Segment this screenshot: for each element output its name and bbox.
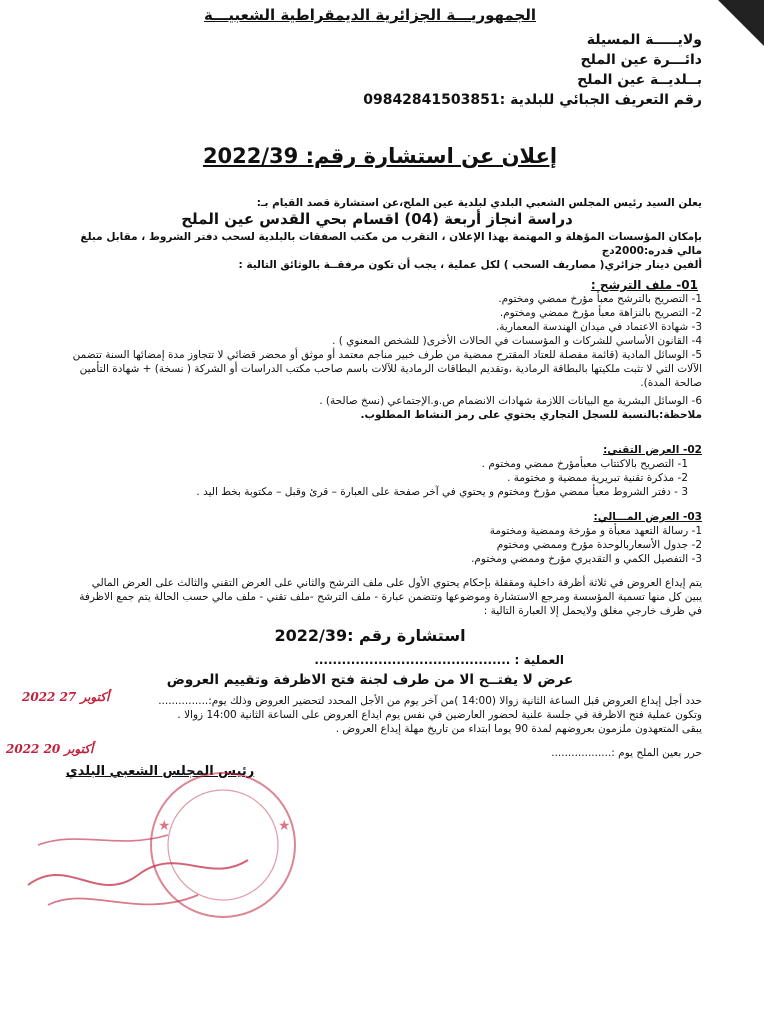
- list-item: 3- شهادة الاعتماد في ميدان الهندسة المعمارية.: [495, 321, 702, 333]
- intro-withdraw-line: بإمكان المؤسسات المؤهلة و المهتمة بهذا الإعلان ، التقرب من مكتب الصفقات بالبلدية لسحب دفتر الشروط ، مقابل مبلغ مالي قدره:2000دج: [80, 231, 702, 257]
- list-item: 1- التصريح بالترشح معبأ مؤرخ ممضي ومختوم.: [498, 293, 702, 305]
- wilaya-line: ولايـــــة المسيلة: [586, 32, 702, 48]
- section-candidacy: [52, 278, 702, 422]
- intro-attachments-line: ألفين دينار جزائري( مصاريف السحب ) لكل عملية ، يجب أن تكون مرفقــة بالوثائق التالية :: [238, 259, 702, 271]
- deadline-block: [52, 694, 702, 736]
- list-item: 2- مذكرة تقنية تبريرية ممضية و مختومة .: [507, 472, 688, 484]
- deadline-line: [52, 694, 702, 708]
- operation-line: العملية : ...........................................: [314, 653, 564, 667]
- deadline-date-handwritten: 2022 أكتوبر 27: [22, 690, 110, 704]
- list-item: 2- جدول الأسعاربالوحدة مؤرخ وممضي ومختوم: [496, 539, 702, 551]
- stamp-outer-ring: [151, 773, 295, 917]
- section-title: 02- العرض التقني:: [603, 444, 702, 456]
- intro-line: يعلن السيد رئيس المجلس الشعبي البلدي لبلدية عين الملح،عن استشارة قصد القيام بـ:: [256, 197, 702, 209]
- warning-line: عرض لا يفتــح الا من طرف لجنة فتح الاظرفة وتقييم العروض: [166, 672, 574, 688]
- list-item: 4- القانون الأساسي للشركات و المؤسسات في الحالات الأخرى( للشخص المعنوي ) .: [332, 335, 702, 347]
- list-item: 3- التفصيل الكمي و التقديري مؤرخ وممضي ومختوم.: [471, 553, 702, 565]
- note-line: ملاحظة:بالنسبة للسجل التجاري يحتوي على رمز النشاط المطلوب.: [360, 409, 702, 421]
- list-item: 2- التصريح بالنزاهة معبأ مؤرخ ممضي ومختوم.: [499, 307, 702, 319]
- stamp-star: ★: [278, 818, 291, 834]
- consultation-title: استشارة رقم :2022/39: [274, 626, 466, 645]
- project-title: دراسة انجاز أربعة (04) اقسام بحي القدس عين الملح: [181, 210, 573, 228]
- announcement-title: إعلان عن استشارة رقم: 2022/39: [202, 144, 558, 168]
- signature-stroke: [28, 860, 248, 885]
- written-date-handwritten: 2022 أكتوبر 20: [6, 742, 94, 756]
- list-item: 5- الوسائل المادية (قائمة مفصلة للعتاد المقترح ممضية من طرف خبير مناجم معتمد أو موثق أو محضر قضائي لا تتجاوز مدة إمضائها السنة تتضمن: [72, 349, 702, 361]
- intro-block: [52, 196, 702, 272]
- list-item: 6- الوسائل البشرية مع البيانات اللازمة شهادات الانضمام ص.و.الإجتماعي (نسخ صالحة) .: [319, 395, 702, 407]
- signature-stroke: [38, 835, 168, 845]
- list-item: 1- التصريح بالاكتتاب معبأمؤرخ ممضي ومختوم .: [481, 458, 688, 470]
- paragraph-line: يبين كل منها تسمية المؤسسة ومرجع الاستشارة وموضوعها وتتضمن عبارة - ملف الترشح -ملف تقني - ملف مالي حسب الحالة يتم جمع الاظرفة: [79, 591, 702, 603]
- section-technical: [52, 443, 702, 499]
- stamp-star: ★: [158, 818, 171, 834]
- list-item: 3 - دفتر الشروط معبأ ممضي مؤرخ ومختوم و يحتوي في آخر صفحة على العبارة – قرئ وقبل – مكتوبة بخط اليد .: [196, 486, 688, 498]
- signer-title: رئيس المجلس الشعبي البلدي: [65, 764, 255, 779]
- admin-block: [322, 30, 702, 110]
- list-item: الآلات التي لا تثبت ملكيتها بالبطاقة الرمادية ،وتقديم البطاقات الرمادية للآلات باسم صاحب مكتب الدراسات أو الشركة ( نسخة) + شهادة التأمين: [79, 363, 702, 375]
- daira-line: دائـــرة عين الملح: [580, 52, 702, 68]
- envelopes-paragraph: [52, 576, 702, 618]
- list-item: صالحة المدة).: [640, 377, 702, 389]
- opening-line: وتكون عملية فتح الاظرفة في جلسة علنية لحضور العارضين في نفس يوم ايداع العروض على الساعة الثانية 14:00 زوالا .: [177, 709, 702, 721]
- validity-line: يبقى المتعهدون ملزمون بعروضهم لمدة 90 يوما ابتداء من تاريخ مهلة إيداع العروض .: [335, 723, 702, 735]
- commune-line: بــلديــة عين الملح: [577, 72, 702, 88]
- list-item: 1- رسالة التعهد معبأة و مؤرخة وممضية ومختومة: [489, 525, 702, 537]
- stamp-inner-ring: [168, 790, 278, 900]
- section-financial: [52, 510, 702, 566]
- paragraph-line: يتم إيداع العروض في ثلاثة أظرفة داخلية ومقفلة بإحكام يحتوي الأول على ملف الترشح والثاني على العرض التقني والثالث على العرض المالي: [91, 577, 702, 589]
- paragraph-line: في ظرف خارجي مغلق ولايحمل إلا العبارة التالية :: [483, 605, 702, 617]
- official-stamp: [8, 735, 308, 925]
- tax-id-line: رقم التعريف الجبائي للبلدية :09842841503851: [363, 92, 702, 108]
- republic-header: الجمهوريـــة الجزائرية الديمقراطية الشعبيـــة: [203, 6, 537, 24]
- deadline-text: حدد أجل إيداع العروض قبل الساعة الثانية زوالا (14:00 )من آخر يوم من الأجل المحدد لتحضير العروض وذلك يوم:...............: [158, 695, 702, 707]
- written-line: حرر بعين الملح يوم :..................: [551, 747, 702, 759]
- section-title: 03- العرض المـــالي:: [593, 511, 702, 523]
- section-title: 01- ملف الترشح :: [590, 278, 698, 292]
